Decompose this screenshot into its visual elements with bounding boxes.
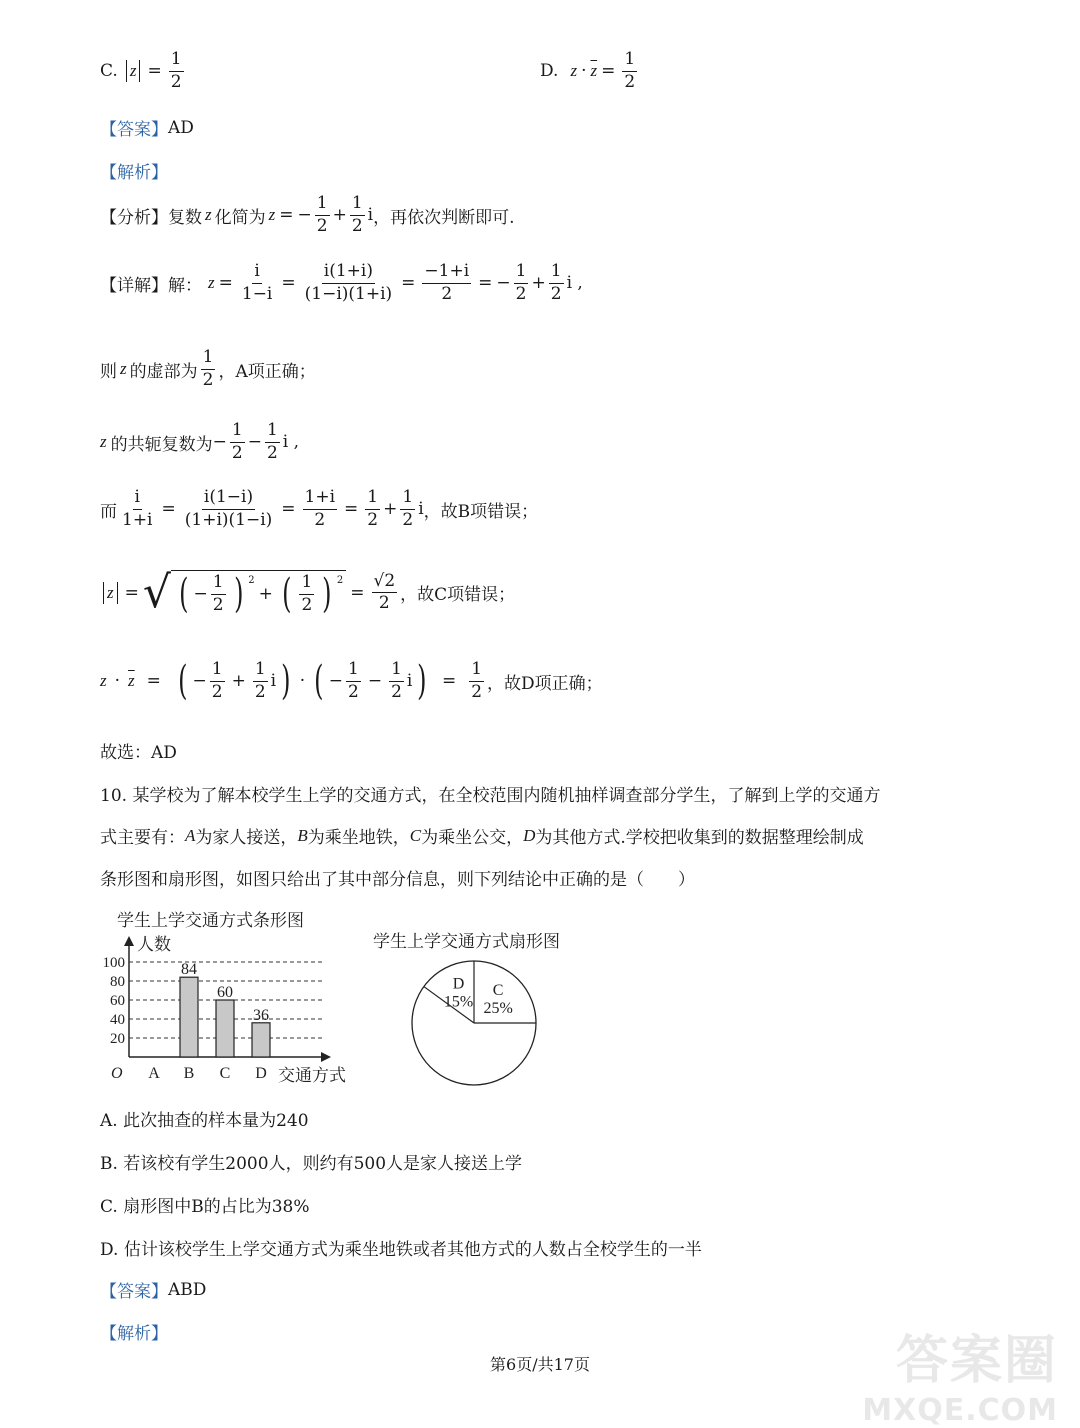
pie-slice-label: D: [452, 975, 465, 993]
q10-answer-line: [100, 1277, 206, 1302]
x-tick-label: C: [219, 1065, 231, 1082]
y-tick-label: 100: [102, 955, 125, 971]
fraction-half: $\frac{1}{2}$: [170, 49, 182, 92]
analysis-tag: 【解析】: [100, 1324, 168, 1344]
option-d-row: D. z · $\overline{z}$ = $\frac{1}{2}$: [540, 49, 636, 92]
q9-conj-line: z 的共轭复数为 − $\frac{1}{2}$ − $\frac{1}{2}$ i ,: [100, 420, 300, 463]
q9-answer-line: [100, 115, 194, 140]
watermark-url: MXQE.COM: [862, 1393, 1058, 1428]
bar-value-label: 60: [217, 984, 233, 1001]
y-tick-label: 80: [110, 974, 125, 990]
q9-xiangjie-line: 【详解】 解： z = $\frac{i}{1-i}$ = $\frac{i(1+i)}{(1-i)(1+i)}$ = $\frac{-1+i}{2}$ = − $\frac{1}{2}$ + $\frac{1}{2}$ i ,: [100, 261, 583, 304]
y-tick-label: 60: [110, 993, 125, 1009]
q10-option-a: A. 此次抽查的样本量为240: [100, 1111, 309, 1131]
pie-chart-title: 学生上学交通方式扇形图: [373, 932, 560, 951]
pie-slice-label: C: [492, 981, 504, 999]
option-d-label: D.: [540, 61, 559, 82]
page-footer: 第6页/共17页: [490, 1355, 590, 1374]
q9-imag-line: 则 z 的虚部为 $\frac{1}{2}$ ，A项正确；: [100, 347, 316, 390]
var-z: z: [129, 61, 137, 81]
y-tick-label: 20: [110, 1031, 125, 1047]
answer-tag: 【答案】: [100, 1282, 168, 1302]
fraction-half: $\frac{1}{2}$: [624, 49, 636, 92]
bar-C: [216, 1000, 234, 1057]
pie-slice-percent: 25%: [483, 999, 513, 1017]
abs-bar: [126, 60, 127, 82]
bar-D: [252, 1023, 270, 1057]
q10-analysis-line: [100, 1319, 168, 1344]
q9-abs-line: z = √ ( − $\frac{1}{2}$ ) 2 + ( $\frac{1}{2}$ ) 2 = $\frac{√2}{2}$ ，故C项错误；: [100, 570, 515, 615]
bar-B: [180, 977, 198, 1057]
q10-option-b: B. 若该校有学生2000人，则约有500人是家人接送上学: [100, 1154, 523, 1174]
y-tick-label: 40: [110, 1012, 125, 1028]
sqrt-expression: √ ( − $\frac{1}{2}$ ) 2 + ( $\frac{1}{2}$ ) 2: [143, 570, 346, 615]
bar-value-label: 36: [253, 1006, 269, 1024]
bar-chart-origin: O: [111, 1065, 123, 1082]
answer-value: ABD: [168, 1279, 207, 1300]
q9-conclusion: 故选：AD: [100, 743, 177, 763]
option-c-label: C.: [100, 61, 118, 82]
watermark: [862, 1318, 1058, 1428]
x-tick-label: D: [255, 1065, 267, 1082]
answer-value: AD: [168, 117, 194, 138]
pie-slice-percent: 15%: [443, 993, 474, 1011]
q10-option-c: C. 扇形图中B的占比为38%: [100, 1197, 310, 1217]
answer-tag: 【答案】: [100, 120, 168, 140]
bar-chart-xlabel: 交通方式: [278, 1066, 346, 1085]
abs-bar: [139, 60, 140, 82]
q10-stem-line-3: 条形图和扇形图，如图只给出了其中部分信息，则下列结论中正确的是（ ）: [100, 870, 695, 890]
watermark-logo: 答案圈: [895, 1331, 1058, 1391]
bar-chart-ylabel: 人数: [137, 935, 171, 954]
q9-fenxi-line: 【分析】 复数 z 化简为 z = − $\frac{1}{2}$ + $\frac{1}{2}$ i ，再依次判断即可.: [100, 193, 515, 236]
q9-analysis-line: [100, 158, 168, 183]
q9-product-line: z · $\overline{z}$ = ( − $\frac{1}{2}$ + $\frac{1}{2}$ i ) · ( − $\frac{1}{2}$ − $\frac{1}{2}$ i ) = $\frac{1}{2}$ ，故D项正确；: [100, 658, 603, 705]
q10-option-d: D. 估计该校学生上学交通方式为乘坐地铁或者其他方式的人数占全校学生的一半: [100, 1240, 702, 1260]
bar-chart-title: 学生上学交通方式条形图: [117, 911, 304, 930]
x-tick-label: A: [148, 1065, 160, 1082]
x-tick-label: B: [183, 1065, 195, 1082]
bar-value-label: 84: [181, 961, 197, 979]
pie-chart: [370, 925, 590, 1090]
q10-stem-line-1: 10. 某学校为了解本校学生上学的交通方式，在全校范围内随机抽样调查部分学生，了解到上学的交通方: [100, 786, 881, 806]
q9-b-line: 而 $\frac{i}{1+i}$ = $\frac{i(1-i)}{(1+i)(1-i)}$ = $\frac{1+i}{2}$ = $\frac{1}{2}$ + $\frac{1}{2}$ i ，故B项错误；: [100, 487, 539, 530]
analysis-tag: 【解析】: [100, 163, 168, 183]
option-c-row: C. z = $\frac{1}{2}$: [100, 49, 182, 92]
q10-stem-line-2: 式主要有： A 为家人接送， B 为乘坐地铁， C 为乘坐公交， D 为其他方式.学校把收集到的数据整理绘制成: [100, 825, 864, 848]
bar-chart: [95, 900, 360, 1090]
